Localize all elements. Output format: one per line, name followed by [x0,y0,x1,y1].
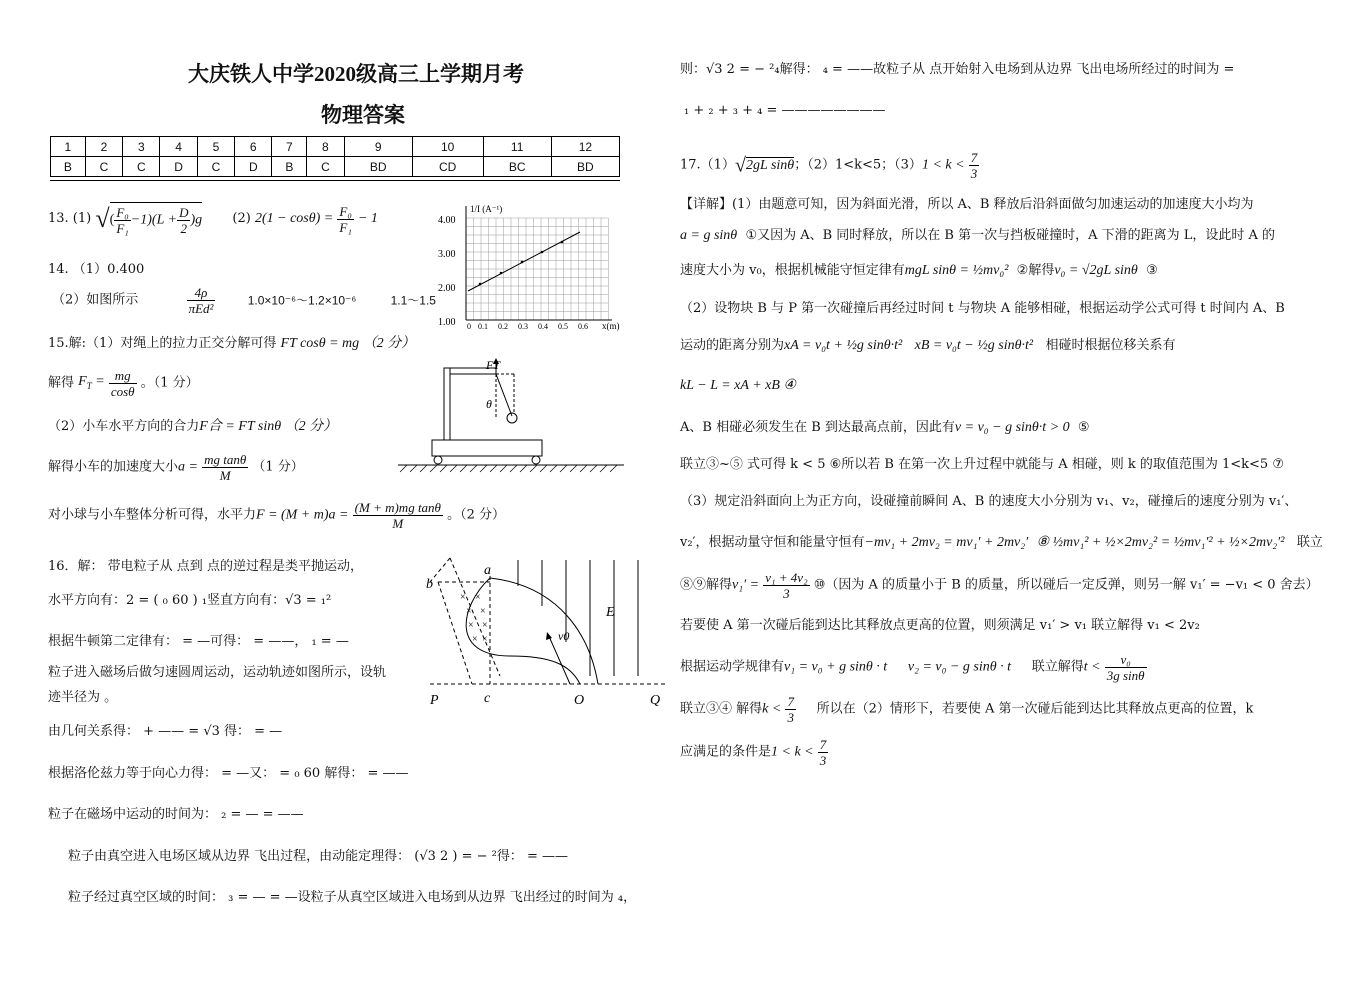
q16-line5: 迹半径为 。 [48,690,118,705]
point-b-label: b [426,577,433,592]
q14-part2 [52,285,436,316]
divider [50,180,620,181]
q17-answer: 17.（1）√2gL sinθ；（2）1<k<5；（3）1 < k < $\frac{7}{3}$ [680,150,978,181]
q13-answer [48,202,378,236]
q15-line3: （2）小车水平方向的合力F合 = FT sinθ （2 分） [48,419,338,434]
table-cell: BD [344,157,412,177]
table-cell: 9 [344,137,412,157]
svg-text:×: × [472,634,478,645]
table-cell: D [235,157,272,177]
y-axis-label: 1/I (A⁻¹) [470,204,503,214]
q16-field-figure [420,556,668,712]
r-line9: kL − L = xA + xB ④ [680,378,796,393]
table-cell: D [160,157,197,177]
table-cell: 4 [160,137,197,157]
table-cell: BC [483,157,551,177]
q15-line4: 解得小车的加速度大小a = $\frac{\text{mg tanθ}}{M}$ （1 分） [48,452,304,483]
sqrt-sign: √ [95,204,110,233]
answer-table-answer-row [51,157,620,177]
page-subtitle: 物理答案 [321,103,405,127]
svg-text:×: × [482,620,488,631]
q14-graph [436,198,632,336]
svg-text:×: × [482,634,488,645]
q16-line6: 由几何关系得： + —— = √3 得： = — [48,724,283,739]
data-point [561,241,564,244]
electric-field-lines [518,560,638,676]
svg-text:×: × [466,606,472,617]
q16-line1: 16．解： 带电粒子从 点到 点的逆过程是类平抛运动， [48,559,363,574]
svg-text:×: × [480,606,486,617]
table-cell: 8 [307,137,344,157]
q15-line5: 对小球与小车整体分析可得，水平力F = (M + m)a = $\frac{\text{(M + m)mg tanθ}}{M}$ 。（2 分） [48,500,505,531]
q16-line10: 粒子经过真空区域的时间： ₃ = — = —设粒子从真空区域进入电场到从边界 飞出经过的时间为 ₄， [68,890,637,905]
point-p-label: P [430,693,439,708]
q13-part2-frac: $\frac{\text{F₀}}{\text{F₁}}$ [339,203,352,235]
tension-label: FT [486,358,501,372]
x-tick-label: 0.4 [538,322,548,331]
v0-label: v0 [558,629,570,643]
dashed-top [430,558,450,582]
graph-grid [466,218,609,320]
table-cell: 3 [123,137,160,157]
magnetic-field-marks [460,592,488,645]
cart-pole [444,368,450,440]
table-cell: C [123,157,160,177]
q14-range1: 1.0×10⁻⁶～1.2×10⁻⁶ [247,293,357,308]
r-line17: 联立③④ 解得k < $\frac{7}{3}$ 所以在（2）情形下，若要使 A 第一次碰后能到达比其释放点更高的位置，k [680,694,1254,725]
page-title: 大庆铁人中学2020级高三上学期月考 [188,62,524,86]
x-axis-label: x(m) [602,321,620,331]
q16-line8: 粒子在磁场中运动的时间为： ₂ = — = —— [48,807,304,822]
point-o-label: O [574,693,585,708]
q16-line2: 水平方向有：2 = ( ₀ 60 ) ₁竖直方向有：√3 = ₁² [48,593,332,608]
r-line10: A、B 相碰必须发生在 B 到达最高点前，因此有v = v₀ − g sinθ·t > 0 ⑤ [680,420,1090,435]
r-line18: 应满足的条件是1 < k < $\frac{7}{3}$ [680,737,827,768]
r-line4: 【详解】(1）由题意可知，因为斜面光滑，所以 A、B 释放后沿斜面做匀加速运动的加速度大小均为 [680,197,1254,212]
ball [507,413,517,423]
q13-frac-d: $\frac{D}{2}$ [179,205,189,236]
r-line12: （3）规定沿斜面向上为正方向，设碰撞前瞬间 A、B 的速度大小分别为 v₁、v₂，碰撞后的速度分别为 v₁′、 [680,494,1298,509]
data-point [541,251,544,254]
string [496,374,512,416]
data-point [479,283,482,286]
wheel [434,456,442,464]
table-cell: C [307,157,344,177]
q16-line9: 粒子由真空进入电场区域从边界 飞出过程，由动能定理得： (√3 2 ) = − ²得： = —— [68,849,569,864]
cart-body [432,440,542,456]
point-c-label: c [484,691,491,706]
r-line5: a = g sinθ ①又因为 A、B 同时释放，所以在 B 第一次与挡板碰撞时，A 下滑的距离为 L，设此时 A 的 [680,228,1276,243]
r-line16: 根据运动学规律有v₁ = v₀ + g sinθ · t v₂ = v₀ − g sinθ · t 联立解得t < $\frac{\text{v₀}}{\text{3g sinθ}}$ [680,652,1145,683]
q13-mid: −1)(L + [130,212,178,228]
q15-line2: 解得 $F_T$ = $\frac{mg}{\cos\theta}$ 。（1 分） [48,368,199,399]
q16-line3: 根据牛顿第二定律有： = —可得： = ——， ₁ = — [48,634,349,649]
wheel [532,456,540,464]
table-cell: 5 [197,137,234,157]
r-line11: 联立③~⑤ 式可得 k < 5 ⑥所以若 B 在第一次上升过程中就能与 A 相碰，则 k 的取值范围为 1<k<5 ⑦ [680,457,1284,472]
q15-line1: 15.解:（1）对绳上的拉力正交分解可得 FT cosθ = mg （2 分） [48,336,416,351]
table-cell: C [197,157,234,177]
table-cell: 6 [235,137,272,157]
q13-part2-eq: 2(1 − cosθ) = [254,211,334,226]
table-cell: CD [412,157,483,177]
data-point [500,272,503,275]
y-tick-label: 3.00 [438,249,456,260]
x-tick-label: 0.1 [478,322,488,331]
table-cell: 11 [483,137,551,157]
answer-table-number-row [51,137,620,157]
field-e-label: E [606,605,615,620]
r-line2: ₁ + ₂ + ₃ + ₄ = ———————— [684,103,886,118]
x-tick-label: 0.2 [498,322,508,331]
table-cell: B [272,157,307,177]
r-line6: 速度大小为 v₀，根据机械能守恒定律有mgL sinθ = ½mv₀² ②解得v₀ = √2gL sinθ ③ [680,263,1158,278]
q13-radicand: ( $\frac{\text{F₀}}{\text{F₁}}$ −1)(L + $\frac{D}{2}$ )g [110,202,202,236]
y-tick-label: 4.00 [438,215,456,226]
ground-hatch [400,465,617,472]
trajectory-arc [490,578,598,684]
x-tick-label: 0.6 [578,322,588,331]
table-cell: 7 [272,137,307,157]
q13-part2-end: − 1 [357,211,378,226]
theta-label: θ [486,397,492,411]
x-tick-label: 0 [467,322,471,331]
q13-part2-label: (2) [232,211,251,226]
q13-end: )g [190,212,203,228]
r-line14: ⑧⑨解得v₁′ = $\frac{\text{v₁ + 4v₂}}{3}$ ⑩（因为 A 的质量小于 B 的质量，所以碰后一定反弹，则另一解 v₁′ = −v₁ < 0 舍去） [680,570,1319,601]
q13-frac-f: $\frac{\text{F₀}}{\text{F₁}}$ [116,205,129,236]
table-cell: B [51,157,86,177]
arrow-head [546,632,552,640]
svg-text:×: × [460,592,466,603]
svg-text:×: × [475,592,481,603]
table-cell: BD [551,157,619,177]
q14-part2-label: （2）如图所示 [52,292,139,308]
r-line8: 运动的距离分别为xA = v₀t + ½g sinθ·t² xB = v₀t − ½g sinθ·t² 相碰时根据位移关系有 [680,338,1176,353]
dashed-diag [450,558,500,676]
y-tick-label: 1.00 [438,317,456,328]
r-line1: 则：√3 2 = − ²₄解得： ₄ = ——故粒子从 点开始射入电场到从边界 飞出电场所经过的时间为 = [680,62,1235,77]
q16-line4: 粒子进入磁场后做匀速圆周运动，运动轨迹如图所示，设轨 [48,665,387,680]
q15-cart-figure [396,356,626,476]
table-cell: 12 [551,137,619,157]
r-line15: 若要使 A 第一次碰后能到达比其释放点更高的位置，则须满足 v₁′ > v₁ 联立解得 v₁ < 2v₂ [680,618,1200,633]
x-tick-label: 0.5 [558,322,568,331]
q16-line7: 根据洛伦兹力等于向心力得： = —又： = ₀ 60 解得： = —— [48,766,409,781]
fit-line [468,232,580,291]
point-q-label: Q [650,693,661,708]
answer-table [50,136,620,177]
table-cell: C [85,157,122,177]
r-line13: v₂′，根据动量守恒和能量守恒有−mv₁ + 2mv₂ = mv₁′ + 2mv₂′ ⑧ ½mv₁² + ½×2mv₂² = ½mv₁′² + ½×2mv₂′² 联立 [680,535,1323,550]
point-a-label: a [484,563,491,578]
table-cell: 1 [51,137,86,157]
svg-text:×: × [468,620,474,631]
q14-frac: $\frac{4\rho}{\text{πEd²}}$ [188,285,214,316]
r-line7: （2）设物块 B 与 P 第一次碰撞后再经过时间 t 与物块 A 能够相碰，根据运动学公式可得 t 时间内 A、B [680,301,1285,316]
table-cell: 2 [85,137,122,157]
q14-part1: 14. （1）0.400 [48,262,145,277]
q14-range2: 1.1～1.5 [390,293,436,308]
data-point [521,261,524,264]
table-cell: 10 [412,137,483,157]
y-tick-label: 2.00 [438,283,456,294]
x-tick-label: 0.3 [518,322,528,331]
q13-label: 13. (1) [48,211,92,226]
